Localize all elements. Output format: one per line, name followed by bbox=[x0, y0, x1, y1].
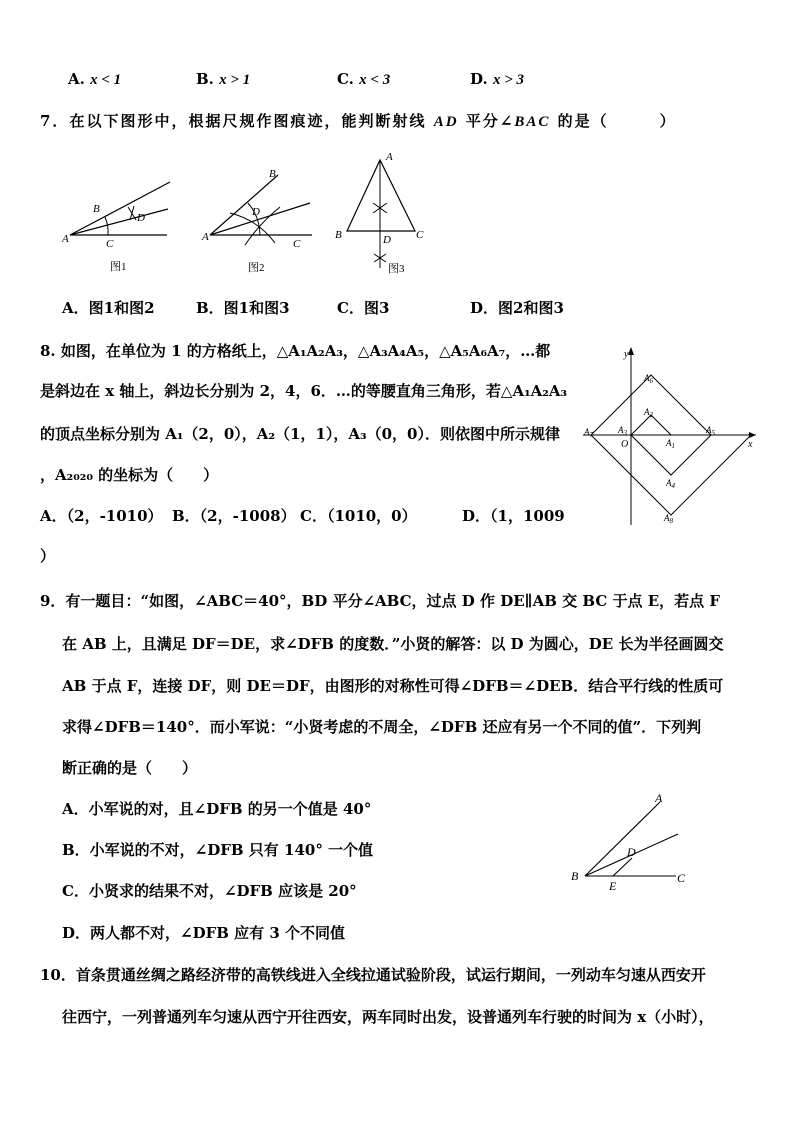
label-A3: $A_3$ bbox=[618, 425, 627, 437]
q8-option-d-cont: ） bbox=[40, 547, 56, 565]
label-D: D bbox=[252, 206, 260, 218]
label-A: A bbox=[386, 151, 393, 163]
q7-figure-3 bbox=[330, 148, 430, 278]
q6-option-c: C. x < 3 bbox=[337, 70, 391, 88]
q8-line-2: 是斜边在 x 轴上，斜边长分别为 2，4，6．…的等腰直角三角形，若△A₁A₂A₃ bbox=[40, 382, 568, 400]
q7-stem: 7．在以下图形中，根据尺规作图痕迹，能判断射线 AD 平分∠BAC 的是（ ） bbox=[40, 112, 677, 130]
q8-option-c: C．（1010，0） bbox=[300, 507, 417, 525]
label-A: A bbox=[655, 791, 663, 805]
q8-figure bbox=[578, 343, 763, 528]
label-A: A bbox=[62, 233, 69, 245]
fig2-caption: 图2 bbox=[248, 262, 265, 274]
q9-line-3: AB 于点 F，连接 DF，则 DE＝DF，由图形的对称性可得∠DFB＝∠DEB．结合平行线的性质可 bbox=[62, 677, 724, 695]
label-B: B bbox=[571, 869, 579, 883]
q7-option-c: C．图3 bbox=[337, 299, 390, 317]
q9-line-1: 9．有一题目：“如图，∠ABC＝40°，BD 平分∠ABC，过点 D 作 DE∥AB 交 BC 于点 E，若点 F bbox=[40, 592, 721, 610]
label-C: C bbox=[677, 871, 686, 885]
fig1-caption: 图1 bbox=[110, 261, 127, 273]
q8-line-3: 的顶点坐标分别为 A₁（2，0），A₂（1，1），A₃（0，0）．则依图中所示规律 bbox=[40, 425, 560, 443]
q9-figure bbox=[568, 790, 693, 895]
q6-option-b: B. x > 1 bbox=[196, 70, 251, 88]
q10-line-2: 往西宁，一列普通列车匀速从西宁开往西安，两车同时出发，设普通列车行驶的时间为 x（小时）， bbox=[62, 1008, 714, 1026]
label-D: D bbox=[383, 234, 391, 246]
q9-option-c: C．小贤求的结果不对，∠DFB 应该是 20° bbox=[62, 882, 357, 900]
label-x: x bbox=[748, 439, 753, 450]
q8-option-b: B．（2，-1008） bbox=[172, 507, 296, 525]
label-E: E bbox=[609, 879, 617, 893]
label-A4: $A_4$ bbox=[666, 478, 675, 490]
q9-option-a: A．小军说的对，且∠DFB 的另一个值是 40° bbox=[62, 800, 372, 818]
q9-line-4: 求得∠DFB＝140°．而小军说：“小贤考虑的不周全，∠DFB 还应有另一个不同的值”．下列判 bbox=[62, 718, 702, 736]
q8-option-a: A．（2，-1010） bbox=[40, 507, 163, 525]
q9-line-5: 断正确的是（ ） bbox=[62, 759, 198, 777]
label-C: C bbox=[293, 238, 301, 250]
label-y: y bbox=[624, 349, 629, 360]
q7-option-a: A．图1和图2 bbox=[62, 299, 155, 317]
label-D: D bbox=[137, 212, 145, 224]
label-A7: $A_7$ bbox=[584, 427, 593, 439]
label-A6: $A_6$ bbox=[644, 373, 653, 385]
q8-option-d: D．（1，1009 bbox=[462, 507, 565, 525]
q8-line-4: ，A₂₀₂₀ 的坐标为（ ） bbox=[40, 466, 219, 484]
label-B: B bbox=[93, 203, 100, 215]
label-A2: $A_2$ bbox=[644, 407, 653, 419]
q7-figure-1 bbox=[60, 152, 180, 277]
q9-line-2: 在 AB 上，且满足 DF＝DE，求∠DFB 的度数．”小贤的解答：以 D 为圆心，DE 长为半径画圆交 bbox=[62, 635, 724, 653]
q8-line-1: 8. 如图，在单位为 1 的方格纸上，△A₁A₂A₃，△A₃A₄A₅，△A₅A₆A₇，…都 bbox=[40, 342, 551, 360]
q7-option-b: B．图1和图3 bbox=[196, 299, 290, 317]
label-A5: $A_5$ bbox=[706, 425, 715, 437]
label-D: D bbox=[627, 845, 636, 859]
fig3-caption: 图3 bbox=[388, 263, 405, 275]
q7-option-d: D．图2和图3 bbox=[470, 299, 564, 317]
label-O: O bbox=[621, 439, 629, 450]
label-B: B bbox=[269, 168, 276, 180]
q6-option-d: D. x > 3 bbox=[470, 70, 524, 88]
label-A: A bbox=[202, 231, 209, 243]
label-A1: $A_1$ bbox=[666, 438, 675, 450]
label-C: C bbox=[106, 238, 114, 250]
label-C: C bbox=[416, 229, 424, 241]
q9-option-b: B．小军说的不对，∠DFB 只有 140° 一个值 bbox=[62, 841, 374, 859]
q7-figure-2 bbox=[200, 165, 320, 277]
label-B: B bbox=[335, 229, 342, 241]
q6-option-a: A. x < 1 bbox=[68, 70, 122, 88]
q10-line-1: 10．首条贯通丝绸之路经济带的高铁线进入全线拉通试验阶段，试运行期间，一列动车匀速从西安开 bbox=[40, 966, 706, 984]
q9-option-d: D．两人都不对，∠DFB 应有 3 个不同值 bbox=[62, 924, 346, 942]
label-A8: $A_8$ bbox=[664, 513, 673, 525]
